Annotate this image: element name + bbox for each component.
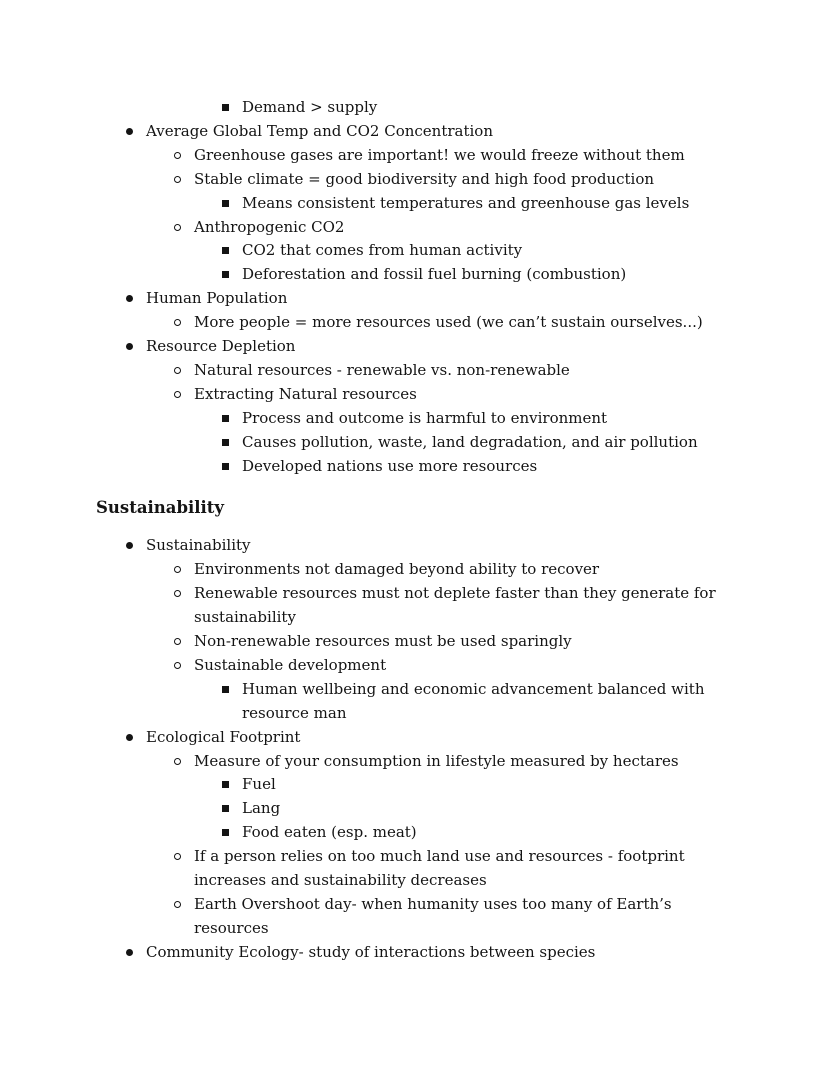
list-item-text: Demand > supply	[242, 98, 378, 116]
square-bullet-icon	[222, 781, 229, 788]
circle-bullet-icon	[174, 566, 181, 573]
list-item	[96, 941, 742, 965]
square-bullet-icon	[222, 829, 229, 836]
disc-bullet-icon	[126, 542, 133, 549]
list-item	[96, 144, 742, 168]
list-item	[96, 893, 742, 941]
list-item	[96, 750, 742, 774]
circle-bullet-icon	[174, 391, 181, 398]
list-item	[96, 168, 742, 192]
list-item	[96, 96, 742, 120]
disc-bullet-icon	[126, 734, 133, 741]
square-bullet-icon	[222, 104, 229, 111]
list-item	[96, 407, 742, 431]
section-heading: Sustainability	[96, 497, 225, 517]
disc-bullet-icon	[126, 295, 133, 302]
list-item-text: If a person relies on too much land use and resources - footprint increases and sustainability decreases	[194, 847, 685, 890]
list-item	[96, 287, 742, 311]
list-item	[96, 192, 742, 216]
list-item	[96, 821, 742, 845]
list-item-text: Process and outcome is harmful to environment	[242, 408, 608, 427]
disc-bullet-icon	[126, 343, 133, 350]
list-item-text: Resource Depletion	[146, 337, 296, 356]
list-item	[96, 678, 742, 726]
list-item-text: Food eaten (esp. meat)	[242, 823, 417, 842]
list-item	[96, 216, 742, 240]
list-item	[96, 383, 742, 407]
list-item-text: Sustainability	[146, 536, 251, 555]
list-item-text: Means consistent temperatures and greenhouse gas levels	[242, 193, 690, 212]
circle-bullet-icon	[174, 176, 181, 183]
square-bullet-icon	[222, 415, 229, 422]
list-item-text: Human Population	[146, 289, 288, 308]
list-item-text: Sustainable development	[194, 655, 387, 674]
disc-bullet-icon	[126, 128, 133, 135]
list-item	[96, 431, 742, 455]
notes-document-body	[96, 96, 742, 965]
list-item	[96, 654, 742, 678]
list-item-text: More people = more resources used (we can’t sustain ourselves...)	[194, 313, 703, 332]
list-item	[96, 582, 742, 630]
list-item	[96, 630, 742, 654]
circle-bullet-icon	[174, 853, 181, 860]
list-item-text: Renewable resources must not deplete faster than they generate for sustainability	[194, 584, 716, 627]
square-bullet-icon	[222, 463, 229, 470]
list-item-text: Lang	[242, 799, 281, 818]
list-item-text: Non-renewable resources must be used sparingly	[194, 632, 572, 651]
list-item-text: Causes pollution, waste, land degradation, and air pollution	[242, 432, 698, 451]
list-item-text: Developed nations use more resources	[242, 456, 538, 475]
list-item-text: Ecological Footprint	[146, 727, 301, 746]
list-item-text: Greenhouse gases are important! we would freeze without them	[194, 145, 685, 164]
list-item-text: Fuel	[242, 775, 276, 794]
list-item-text: Stable climate = good biodiversity and high food production	[194, 169, 655, 188]
circle-bullet-icon	[174, 590, 181, 597]
list-item-text: Human wellbeing and economic advancement balanced with resource man	[242, 679, 705, 722]
circle-bullet-icon	[174, 901, 181, 908]
list-item	[96, 239, 742, 263]
list-item	[96, 263, 742, 287]
list-item	[96, 120, 742, 144]
circle-bullet-icon	[174, 367, 181, 374]
circle-bullet-icon	[174, 224, 181, 231]
list-item	[96, 797, 742, 821]
square-bullet-icon	[222, 686, 229, 693]
list-item-text: Environments not damaged beyond ability to recover	[194, 560, 600, 579]
circle-bullet-icon	[174, 152, 181, 159]
list-item-text: Natural resources - renewable vs. non-renewable	[194, 360, 570, 379]
circle-bullet-icon	[174, 638, 181, 645]
list-item-text: CO2 that comes from human activity	[242, 241, 523, 260]
list-item	[96, 455, 742, 479]
list-item-text: Measure of your consumption in lifestyle measured by hectares	[194, 751, 679, 770]
disc-bullet-icon	[126, 949, 133, 956]
list-item	[96, 773, 742, 797]
list-item	[96, 845, 742, 893]
list-item	[96, 726, 742, 750]
circle-bullet-icon	[174, 758, 181, 765]
list-item	[96, 359, 742, 383]
list-item	[96, 534, 742, 558]
square-bullet-icon	[222, 247, 229, 254]
square-bullet-icon	[222, 439, 229, 446]
list-item-text: Earth Overshoot day- when humanity uses too many of Earth’s resources	[194, 895, 672, 937]
list-item-text: Deforestation and fossil fuel burning (combustion)	[242, 265, 627, 284]
list-item	[96, 335, 742, 359]
circle-bullet-icon	[174, 319, 181, 326]
list-item-text: Average Global Temp and CO2 Concentration	[146, 121, 493, 140]
list-item	[96, 558, 742, 582]
list-item-text: Anthropogenic CO2	[194, 217, 345, 236]
square-bullet-icon	[222, 200, 229, 207]
list-item	[96, 311, 742, 335]
square-bullet-icon	[222, 271, 229, 278]
list-item-text: Extracting Natural resources	[194, 384, 417, 403]
circle-bullet-icon	[174, 662, 181, 669]
list-item-text: Community Ecology- study of interactions between species	[146, 942, 596, 961]
square-bullet-icon	[222, 805, 229, 812]
